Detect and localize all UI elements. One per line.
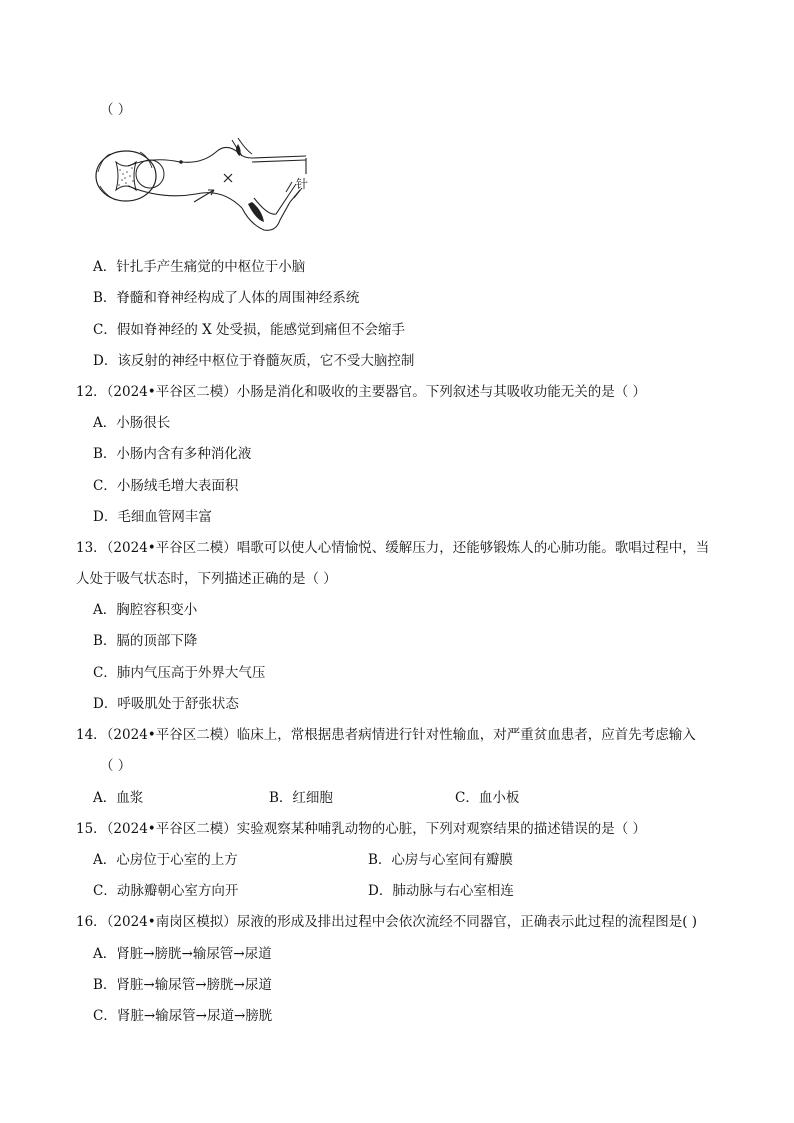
muscle-lower [248, 202, 264, 222]
q14-option-b: B．红细胞 [269, 790, 333, 806]
q13-option-b: B．膈的顶部下降 [93, 633, 198, 649]
q13-option-d: D．呼吸肌处于舒张状态 [93, 696, 239, 712]
reflex-arc-figure [92, 128, 322, 246]
q13-option-a: A．胸腔容积变小 [93, 602, 198, 618]
q14-stem-line1: 14．（2024•平谷区二模）临床上，常根据患者病情进行针对性输血，对严重贫血患者，应首先考虑输入 [76, 727, 696, 743]
q15-option-b: B．心房与心室间有瓣膜 [368, 852, 513, 868]
x-mark [224, 174, 232, 182]
q13-stem-line1: 13．（2024•平谷区二模）唱歌可以使人心情愉悦、缓解压力，还能够锻炼人的心肺功能。歌唱过程中，当 [76, 540, 710, 556]
q14-option-c: C．血小板 [455, 790, 520, 806]
q12-option-c: C．小肠绒毛增大表面积 [93, 478, 239, 494]
needle-label: 针 [296, 177, 309, 191]
q14-stem-line2: （ ） [100, 758, 132, 774]
q14-option-a: A．血浆 [93, 790, 144, 806]
q16-stem: 16．（2024•南岗区模拟）尿液的形成及排出过程中会依次流经不同器官，正确表示此过程的流程图是( ) [76, 914, 698, 930]
q11-option-c: C．假如脊神经的 X 处受损，能感觉到痛但不会缩手 [93, 322, 406, 338]
q13-option-c: C．肺内气压高于外界大气压 [93, 665, 266, 681]
q16-option-a: A．肾脏→膀胱→输尿管→尿道 [93, 946, 272, 962]
q16-option-c: C．肾脏→输尿管→尿道→膀胱 [93, 1008, 273, 1024]
grey-matter-dots [118, 167, 134, 187]
q11-option-b: B．脊髓和脊神经构成了人体的周围神经系统 [93, 290, 360, 306]
q11-answer-paren: （ ） [100, 102, 132, 118]
q15-option-c: C．动脉瓣朝心室方向开 [93, 883, 239, 899]
q12-option-a: A．小肠很长 [93, 415, 171, 431]
q11-option-a: A．针扎手产生痛觉的中枢位于小脑 [93, 259, 306, 275]
grey-matter [116, 162, 136, 190]
q12-option-d: D．毛细血管网丰富 [93, 509, 212, 525]
q15-option-a: A．心房位于心室的上方 [93, 852, 238, 868]
q15-stem: 15．（2024•平谷区二模）实验观察某种哺乳动物的心脏，下列对观察结果的描述错误的是（ ） [76, 821, 647, 837]
q12-option-b: B．小肠内含有多种消化液 [93, 446, 252, 462]
muscle-upper [236, 144, 241, 156]
q13-stem-line2: 人处于吸气状态时，下列描述正确的是（ ） [76, 571, 337, 587]
q11-option-d: D．该反射的神经中枢位于脊髓灰质，它不受大脑控制 [93, 353, 415, 369]
q15-option-d: D．肺动脉与右心室相连 [368, 883, 514, 899]
q12-stem: 12．（2024•平谷区二模）小肠是消化和吸收的主要器官。下列叙述与其吸收功能无关的是（ ） [76, 384, 647, 400]
q16-option-b: B．肾脏→输尿管→膀胱→尿道 [93, 977, 272, 993]
ganglion-ring [136, 160, 164, 188]
